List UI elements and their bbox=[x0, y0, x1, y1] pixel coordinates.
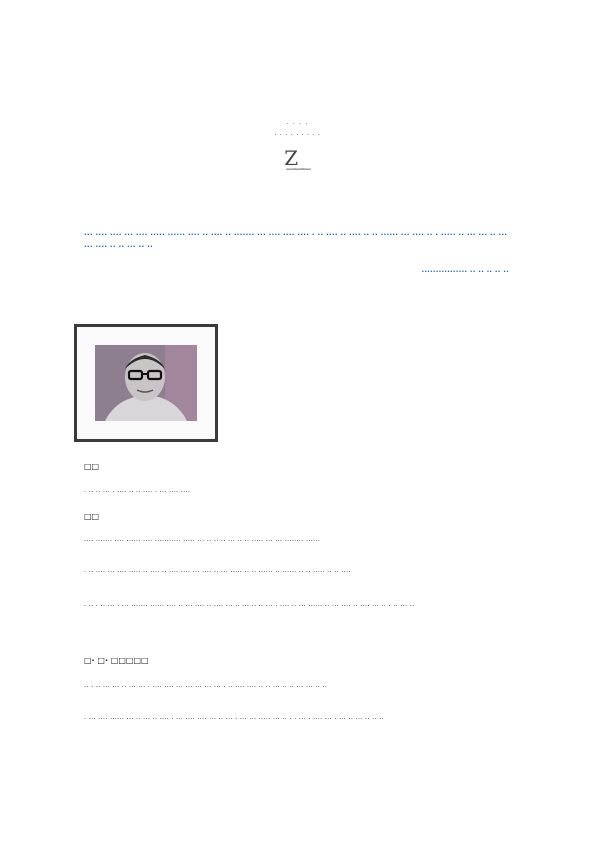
section-heading-3: □· □· □□□□□ bbox=[84, 656, 149, 665]
quote-text: ··· ···· ···· ··· ···· ····· ······ ···· ·· ···· ·· ······· ··· ···· ···· ···· · ·· ···· ·· ···· ·· ·· ······ ··· ···· ·· · ····· ·· ··· ··· ·· ··· ··· ···· ·· ·· ··· ·· ·· bbox=[84, 230, 508, 251]
section-paragraph: ·· · ·· ··· ··· ·· ··· ··· · ···· ···· ··· ··· ··· ··· ··· · ·· ···· ···· ·· ·· ··· ·· ·· ··· ··· ·· ·· bbox=[84, 683, 328, 691]
header-subtitle: · · · · · · · · · bbox=[274, 131, 321, 139]
quote-source: ················ ·· ·· ·· ·· ·· bbox=[421, 268, 509, 276]
section-heading-1: □□ bbox=[84, 462, 100, 471]
portrait-figure bbox=[95, 345, 197, 421]
section-paragraph: · ··· ···· ······ ··· ·· ··· ·· ···· · ··· ···· ···· ··· ·· ··· · ··· ··· ····· ··· ·· · · ··· · ···· ··· · ··· ·· ··· ·· ·· ·· bbox=[84, 715, 384, 723]
section-heading-2: □□ bbox=[84, 512, 100, 521]
header-small-line: · · · · bbox=[286, 120, 309, 128]
section-paragraph: · ·· ·· ··· · ···· ·· ·· ···· · ··· ···· ···· bbox=[84, 488, 191, 496]
section-paragraph: · ·· · ·· ··· · ··· ······· ······ ···· ·· ··· ···· ·· ···· ··· ·· ··· ·· ·· ··· · ···· ·· ··· ······ ·· ··· ···· ·· ···· ··· ·· · ·· ··· ·· bbox=[84, 602, 415, 610]
portrait-photo bbox=[95, 345, 197, 421]
section-paragraph: ···· ······· ···· ······ ···· ··········· ····· ··· ·· ·· ·· ··· ·· ·· ····· ··· ··· ········ ······ bbox=[84, 537, 321, 545]
page-title: Z̲ ̲ ̲ bbox=[284, 146, 311, 170]
portrait-frame bbox=[74, 324, 218, 442]
portrait-mat bbox=[77, 327, 215, 439]
section-paragraph: · ·· ···· ··· ···· ····· ·· ···· ·· ···· ···· ··· ···· ·· ··· ····· ·· ·· ······ ·· ······ ·· ·· ····· ·· ·· ···· bbox=[84, 568, 351, 576]
